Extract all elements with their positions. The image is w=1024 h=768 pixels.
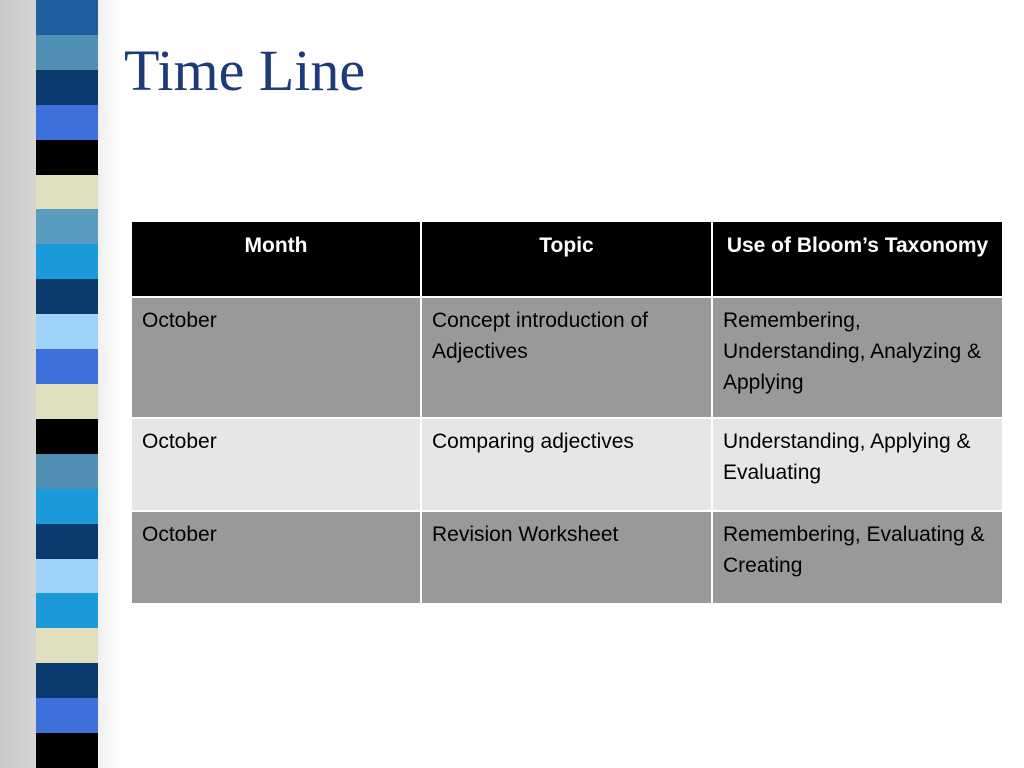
cell-bloom [712,511,1003,604]
header-bloom-taxonomy: Use of Bloom’s Taxonomy [712,221,1003,297]
month-text: October [142,523,217,546]
stripe-band [36,593,98,628]
cell-bloom [712,418,1003,511]
cell-topic [421,418,712,511]
slide-title: Time Line [124,38,366,103]
stripe-band [36,105,98,140]
stripe-band [36,733,98,768]
stripe-band [36,698,98,733]
table-row [131,418,1003,511]
cell-bloom [712,297,1003,418]
stripe-band [36,454,98,489]
table-header-row [131,221,1003,297]
stripe-band [36,175,98,210]
stripe-band [36,628,98,663]
stripe-band [36,384,98,419]
stripe-band [36,140,98,175]
stripe-band [36,663,98,698]
month-text: October [142,430,217,453]
cell-topic [421,511,712,604]
stripe-band [36,314,98,349]
bloom-text: Understanding, Applying & Evaluating [723,430,971,484]
bloom-text: Remembering, Evaluating & Creating [723,523,985,577]
stripe-band [36,279,98,314]
table-row [131,297,1003,418]
stripe-band [36,524,98,559]
stripe-band [36,35,98,70]
topic-text: Revision Worksheet [432,523,619,546]
stripe-band [36,419,98,454]
topic-text: Comparing adjectives [432,430,634,453]
cell-month [131,511,421,604]
stripe-band [36,349,98,384]
stripe-band [36,209,98,244]
header-month: Month [131,221,421,297]
table-row [131,511,1003,604]
bloom-text: Remembering, Understanding, Analyzing & Applying [723,309,981,394]
cell-topic [421,297,712,418]
cell-month [131,418,421,511]
header-topic: Topic [421,221,712,297]
stripe-band [36,489,98,524]
topic-text: Concept introduction of Adjectives [432,309,648,363]
cell-month [131,297,421,418]
stripe-band [36,559,98,594]
stripe-band [36,0,98,35]
stripe-band [36,70,98,105]
decorative-stripe [36,0,98,768]
stripe-band [36,244,98,279]
month-text: October [142,309,217,332]
timeline-table [130,220,1004,605]
